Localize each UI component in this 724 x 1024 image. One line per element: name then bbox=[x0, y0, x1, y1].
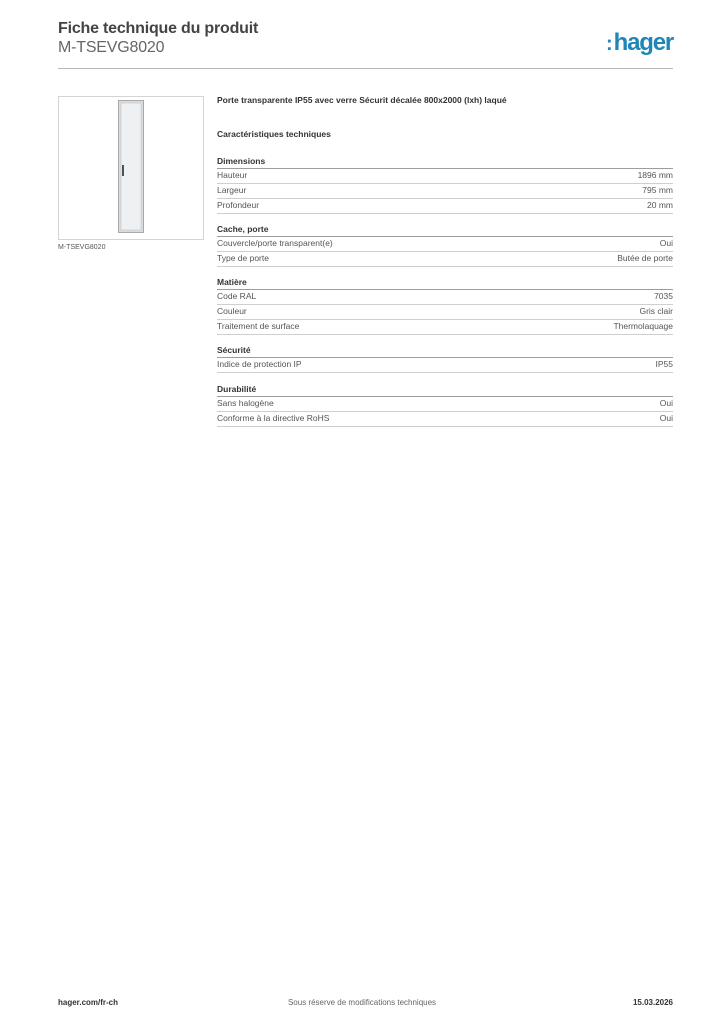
spec-row bbox=[217, 169, 673, 184]
spec-row bbox=[217, 397, 673, 412]
transparent-door-illustration bbox=[118, 100, 144, 233]
group-title: Durabilité bbox=[217, 383, 673, 397]
spec-value: 7035 bbox=[654, 291, 673, 301]
document-title: Fiche technique du produit bbox=[58, 20, 259, 37]
spec-label: Type de porte bbox=[217, 253, 269, 263]
spec-value: Thermolaquage bbox=[613, 321, 673, 331]
hager-logo bbox=[606, 29, 673, 57]
footer-disclaimer: Sous réserve de modifications techniques bbox=[287, 998, 437, 1007]
spec-value: 1896 mm bbox=[637, 170, 673, 180]
spec-row bbox=[217, 305, 673, 320]
spec-label: Conforme à la directive RoHS bbox=[217, 413, 330, 423]
spec-value: 20 mm bbox=[647, 200, 673, 210]
spec-label: Hauteur bbox=[217, 170, 248, 180]
product-image bbox=[58, 96, 204, 240]
header-divider bbox=[58, 68, 673, 69]
spec-row bbox=[217, 320, 673, 335]
spec-row bbox=[217, 237, 673, 252]
group-title: Sécurité bbox=[217, 344, 673, 358]
image-caption: M-TSEVG8020 bbox=[58, 244, 106, 251]
spec-row bbox=[217, 252, 673, 267]
group-durabilite bbox=[217, 383, 673, 427]
spec-row bbox=[217, 358, 673, 373]
spec-label: Traitement de surface bbox=[217, 321, 300, 331]
section-heading: Caractéristiques techniques bbox=[217, 129, 331, 139]
spec-value: IP55 bbox=[655, 359, 673, 369]
group-matiere bbox=[217, 276, 673, 335]
spec-value: Oui bbox=[659, 413, 673, 423]
group-title: Matière bbox=[217, 276, 673, 290]
page-header bbox=[58, 20, 673, 70]
product-name: Porte transparente IP55 avec verre Sécurit décalée 800x2000 (lxh) laqué bbox=[217, 95, 507, 105]
spec-label: Indice de protection IP bbox=[217, 359, 302, 369]
logo-text: hager bbox=[613, 29, 673, 56]
spec-value: Oui bbox=[659, 238, 673, 248]
group-securite bbox=[217, 344, 673, 373]
spec-row bbox=[217, 199, 673, 214]
spec-row bbox=[217, 184, 673, 199]
group-dimensions bbox=[217, 155, 673, 214]
spec-value: Gris clair bbox=[639, 306, 673, 316]
spec-value: 795 mm bbox=[642, 185, 673, 195]
spec-row bbox=[217, 290, 673, 305]
spec-label: Profondeur bbox=[217, 200, 260, 210]
spec-value: Oui bbox=[659, 398, 673, 408]
group-cache-porte bbox=[217, 223, 673, 267]
spec-label: Couvercle/porte transparent(e) bbox=[217, 238, 333, 248]
spec-row bbox=[217, 412, 673, 427]
group-title: Dimensions bbox=[217, 155, 673, 169]
spec-label: Largeur bbox=[217, 185, 247, 195]
spec-value: Butée de porte bbox=[617, 253, 673, 263]
spec-label: Couleur bbox=[217, 306, 247, 316]
group-title: Cache, porte bbox=[217, 223, 673, 237]
footer-date: 15.03.2026 bbox=[632, 998, 673, 1007]
spec-label: Code RAL bbox=[217, 291, 257, 301]
product-reference: M-TSEVG8020 bbox=[58, 39, 165, 56]
spec-label: Sans halogène bbox=[217, 398, 274, 408]
footer-website: hager.com/fr-ch bbox=[58, 998, 119, 1007]
logo-dots: : bbox=[605, 33, 613, 55]
